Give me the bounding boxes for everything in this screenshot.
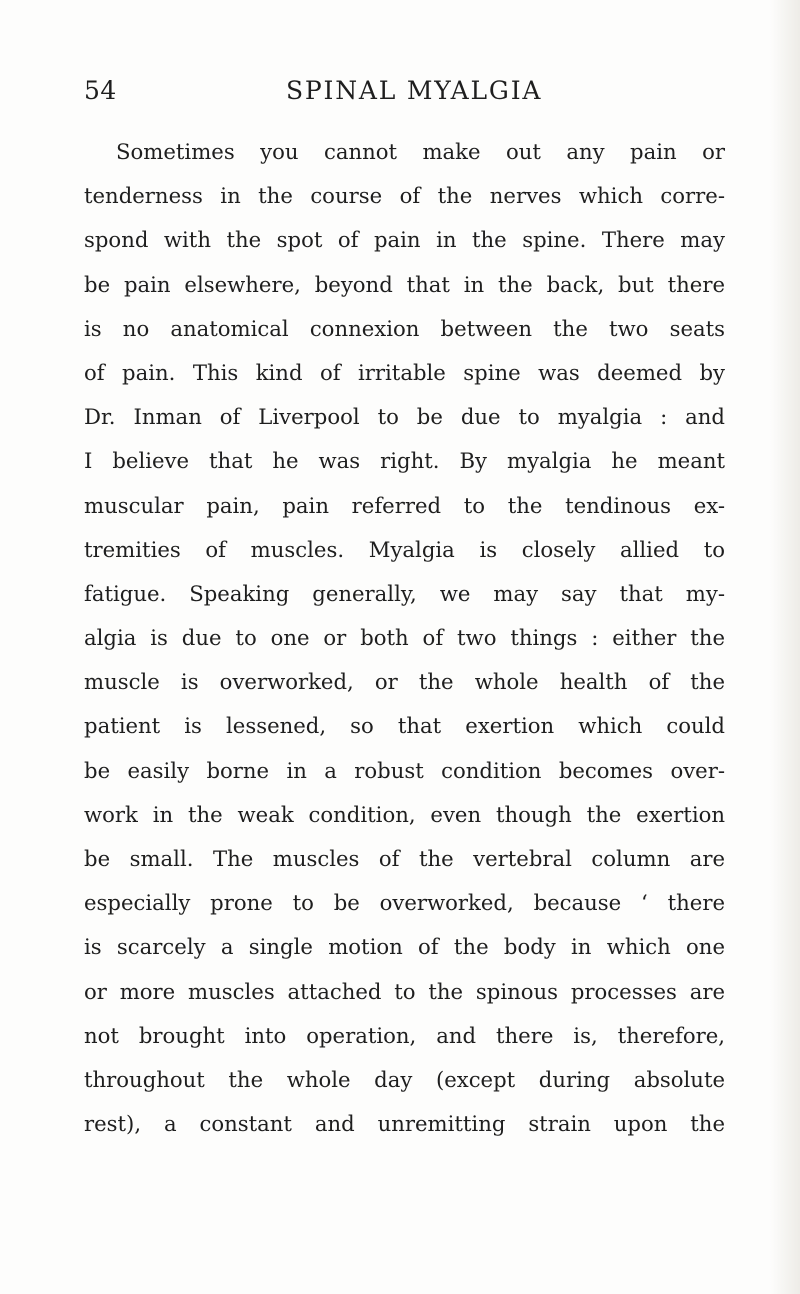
- text-line: of pain. This kind of irritable spine was deemed by: [84, 359, 725, 385]
- text-line: tenderness in the course of the nerves which corre-: [84, 183, 725, 209]
- text-line: muscular pain, pain referred to the tendinous ex-: [84, 492, 725, 518]
- text-line: is scarcely a single motion of the body in which one: [84, 934, 725, 960]
- text-line: is no anatomical connexion between the two seats: [84, 315, 725, 341]
- text-line: fatigue. Speaking generally, we may say that my-: [84, 580, 725, 606]
- text-line: or more muscles attached to the spinous processes are: [84, 978, 725, 1004]
- text-line: not brought into operation, and there is, therefore,: [84, 1022, 725, 1048]
- page-edge-shadow: [770, 0, 800, 1294]
- text-line: muscle is overworked, or the whole health of the: [84, 669, 725, 695]
- text-line: Dr. Inman of Liverpool to be due to myalgia : and: [84, 404, 725, 430]
- text-line: especially prone to be overworked, because ‘ there: [84, 890, 725, 916]
- body-paragraph: [84, 130, 725, 1146]
- text-line: tremities of muscles. Myalgia is closely allied to: [84, 536, 725, 562]
- running-head: [84, 74, 724, 108]
- text-line: spond with the spot of pain in the spine. There may: [84, 227, 725, 253]
- text-line: be pain elsewhere, beyond that in the back, but there: [84, 271, 725, 297]
- text-line: I believe that he was right. By myalgia he meant: [84, 448, 725, 474]
- text-line: Sometimes you cannot make out any pain or: [116, 139, 725, 164]
- text-line: be easily borne in a robust condition becomes over-: [84, 757, 725, 783]
- text-line: be small. The muscles of the vertebral column are: [84, 846, 725, 871]
- text-line: algia is due to one or both of two things : either the: [84, 625, 725, 651]
- text-line: throughout the whole day (except during absolute: [84, 1066, 725, 1092]
- text-line: work in the weak condition, even though the exertion: [84, 801, 725, 827]
- running-title: SPINAL MYALGIA: [286, 76, 543, 105]
- page-number: 54: [84, 76, 117, 105]
- text-line: rest), a constant and unremitting strain upon the: [84, 1111, 725, 1137]
- text-line: patient is lessened, so that exertion which could: [84, 713, 725, 739]
